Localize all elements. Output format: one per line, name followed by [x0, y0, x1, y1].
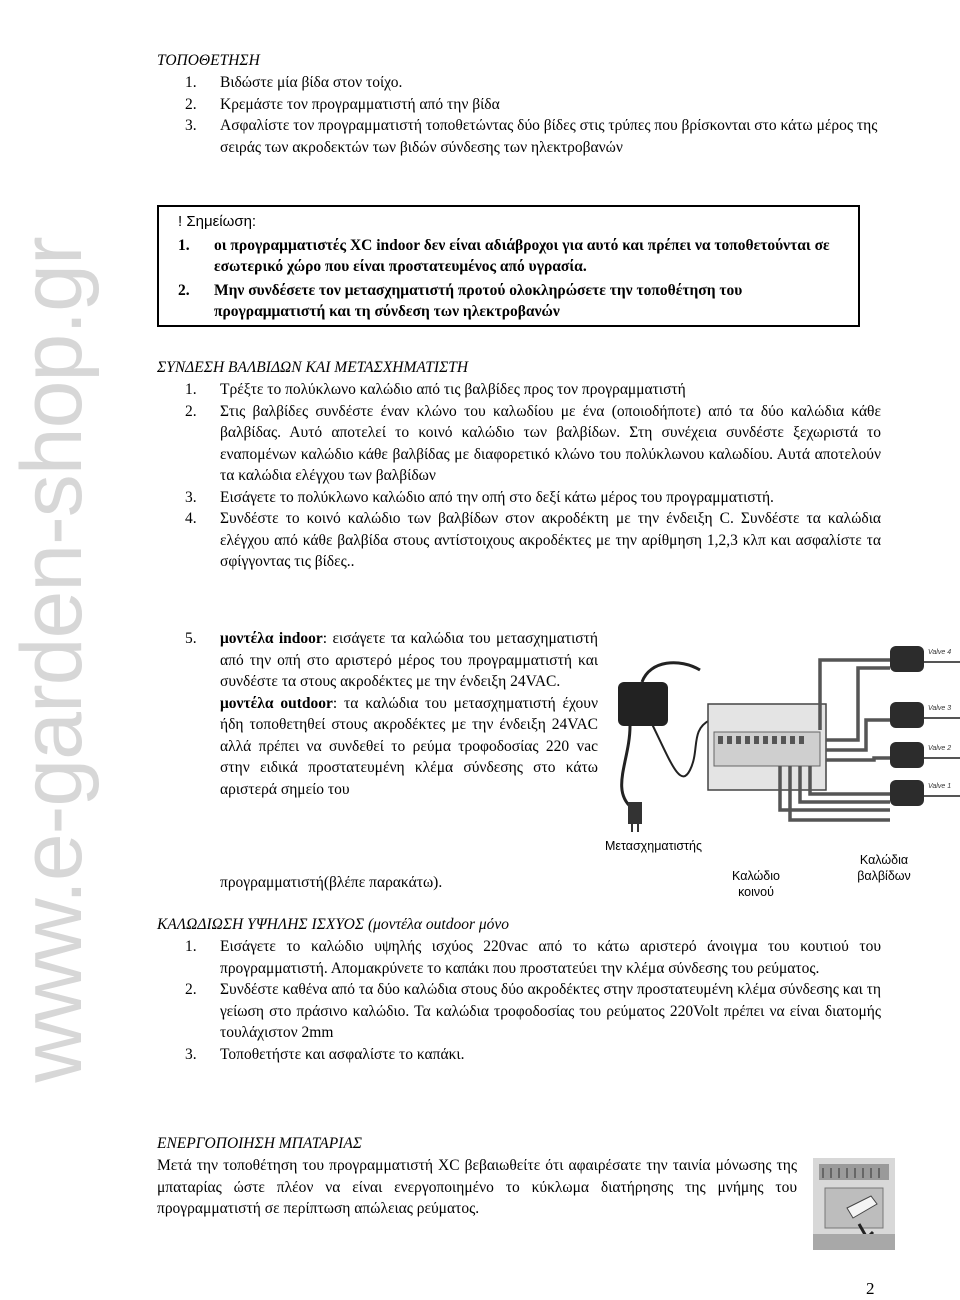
caption-line: Καλώδια: [859, 853, 909, 867]
caption-common-wire: [728, 868, 784, 900]
outdoor-label: μοντέλα outdoor: [220, 694, 333, 712]
battery-heading: ΕΝΕΡΓΟΠΟΙΗΣΗ ΜΠΑΤΑΡΙΑΣ: [157, 1135, 363, 1152]
battery-photo: [813, 1158, 895, 1250]
caption-transformer: Μετασχηματιστής: [605, 839, 702, 853]
note-title: ! Σημείωση:: [178, 213, 257, 230]
note-item: [178, 235, 848, 278]
item-number: 1.: [185, 74, 197, 91]
list-item: [157, 94, 881, 116]
list-item: [157, 1044, 881, 1066]
item-text: Κρεμάστε τον προγραμματιστή από την βίδα: [220, 95, 500, 113]
valve-label: Valve 1: [928, 783, 952, 790]
watermark-text: www.e-garden-shop.gr: [4, 237, 100, 1083]
item-text: Συνδέστε καθένα από τα δύο καλώδια στους δύο ακροδέκτες στην προστατευμένη κλέμα σύνδεσης και τη γείωση στο πράσινο καλώδιο. Τα καλώδια τροφοδοσίας του ρεύματος 220Volt πρέπει να είναι διατομής τουλάχιστον 2mm: [220, 981, 881, 1041]
battery-text: Μετά την τοποθέτηση του προγραμματιστή XC βεβαιωθείτε ότι αφαιρέσατε την ταινία μόνωσης της μπαταρίας ώστε πλέον να είναι ενεργοποιημένο το κύκλωμα διατήρησης της μνήμης του προγραμματιστή σε περίπτωση απώλειας ρεύματος.: [157, 1157, 797, 1217]
item-number: 2.: [185, 402, 197, 420]
item-number: 4.: [185, 510, 197, 527]
installation-heading: ΤΟΠΟΘΕΤΗΣΗ: [157, 52, 260, 69]
caption-line: βαλβίδων: [857, 869, 911, 883]
item-text: Μην συνδέσετε τον μετασχηματιστή προτού ολοκληρώσετε την τοποθέτηση του προγραμματιστή και τη σύνδεση των ηλεκτροβανών: [214, 281, 743, 320]
list-item: [157, 508, 881, 573]
wiring-diagram: [590, 640, 960, 836]
list-item: [157, 487, 881, 509]
indoor-text: : εισάγετε τα καλώδια του μετασχηματιστή από την οπή στο αριστερό μέρος του προγραμματιστή και συνδέστε τα στους ακροδέκτες με την ένδειξη 24VAC.: [220, 630, 598, 690]
outdoor-text: : τα καλώδια του μετασχηματιστή έχουν ήδη τοποθετηθεί στους ακροδέκτες με την ένδειξη 24VAC αλλά πρέπει να συνδεθεί το ρεύμα τροφοδοσίας 220 vac στην ειδικά προστατευμένη κλέμα σύνδεσης στο κάτω αριστερά σημείο του: [220, 694, 598, 798]
item-text: Τοποθετήστε και ασφαλίστε το καπάκι.: [220, 1045, 465, 1063]
page-number: 2: [866, 1279, 875, 1298]
item-number: 3.: [185, 1045, 197, 1063]
valve-label: Valve 2: [928, 745, 952, 752]
caption-valve-wires: [852, 852, 916, 884]
item-number: 2.: [178, 281, 190, 299]
item-number: 2.: [185, 981, 197, 998]
item-text: Εισάγετε το πολύκλωνο καλώδιο από την οπή στο δεξί κάτω μέρος του προγραμματιστή.: [220, 488, 774, 506]
item-text: Εισάγετε το καλώδιο υψηλής ισχύος 220vac από το κάτω αριστερό άνοιγμα του κουτιού του προγραμματιστή. Απομακρύνετε το καπάκι που προστατεύει την κλέμα σύνδεσης του ρεύματος.: [220, 938, 881, 977]
valve-icon: [890, 646, 924, 806]
caption-line: Καλώδιο: [732, 869, 780, 883]
item-text: οι προγραμματιστές XC indoor δεν είναι αδιάβροχοι για αυτό και πρέπει να τοποθετούνται σε εσωτερικό χώρο που είναι προστατευμένος από υγρασία.: [214, 236, 830, 275]
item-text: Βιδώστε μία βίδα στον τοίχο.: [220, 74, 403, 91]
step-5: [185, 628, 598, 800]
valve-label: Valve 4: [928, 649, 952, 656]
indoor-label: μοντέλα indoor: [220, 630, 323, 647]
list-item: [157, 379, 881, 401]
caption-line: κοινού: [738, 885, 774, 899]
outdoor-tail: προγραμματιστή(βλέπε παρακάτω).: [220, 874, 443, 891]
high-voltage-heading: ΚΑΛΩΔΙΩΣΗ ΥΨΗΛΗΣ ΙΣΧΥΟΣ (μοντέλα outdoor μόνο: [157, 916, 510, 933]
item-number: 5.: [185, 630, 197, 647]
item-number: 3.: [185, 117, 197, 134]
item-text: Τρέξτε το πολύκλωνο καλώδιο από τις βαλβίδες προς τον προγραμματιστή: [220, 381, 686, 398]
connection-steps: [157, 379, 881, 573]
item-text: Συνδέστε το κοινό καλώδιο των βαλβίδων στον ακροδέκτη με την ένδειξη C. Συνδέστε τα καλώδια ελέγχου από κάθε βαλβίδα στους αντίστοιχους ακροδέκτες με την αρίθμηση 1,2,3 κλπ και ασφαλίστε τα σφίγγοντας τις βίδες..: [220, 510, 881, 570]
item-number: 1.: [185, 938, 197, 955]
list-item: [157, 401, 881, 487]
item-number: 1.: [178, 236, 190, 254]
valve-label: Valve 3: [928, 705, 952, 712]
connection-heading: ΣΥΝΔΕΣΗ ΒΑΛΒΙΔΩΝ ΚΑΙ ΜΕΤΑΣΧΗΜΑΤΙΣΤΗ: [157, 359, 469, 376]
installation-steps: [157, 72, 881, 158]
transformer-icon: [618, 682, 668, 726]
item-number: 2.: [185, 95, 197, 113]
list-item: [157, 115, 881, 158]
high-voltage-steps: [157, 936, 881, 1065]
plug-icon: [628, 802, 642, 824]
note-item: [178, 280, 848, 323]
note-box: [157, 205, 860, 327]
item-text: Ασφαλίστε τον προγραμματιστή τοποθετώντας δύο βίδες στις τρύπες που βρίσκονται στο κάτω μέρος της σειράς των ακροδεκτών των βιδών σύνδεσης των ηλεκτροβανών: [220, 117, 878, 156]
item-number: 1.: [185, 381, 197, 398]
list-item: [157, 979, 881, 1044]
list-item: [157, 72, 881, 94]
item-text: Στις βαλβίδες συνδέστε έναν κλώνο του καλωδίου με ένα (οποιοδήποτε) από τα δύο καλώδια κάθε βαλβίδας. Αυτό αποτελεί το κοινό καλώδιο των βαλβίδων. Στη συνέχεια συνδέστε ξεχωριστά το εναπομένων καλώδιο κάθε βαλβίδας με διαφορετικό κλώνο του πολύκλωνου καλωδίου. Αυτά αποτελούν τα καλώδια ελέγχου των βαλβίδων: [220, 402, 881, 484]
item-number: 3.: [185, 488, 197, 506]
list-item: [157, 936, 881, 979]
